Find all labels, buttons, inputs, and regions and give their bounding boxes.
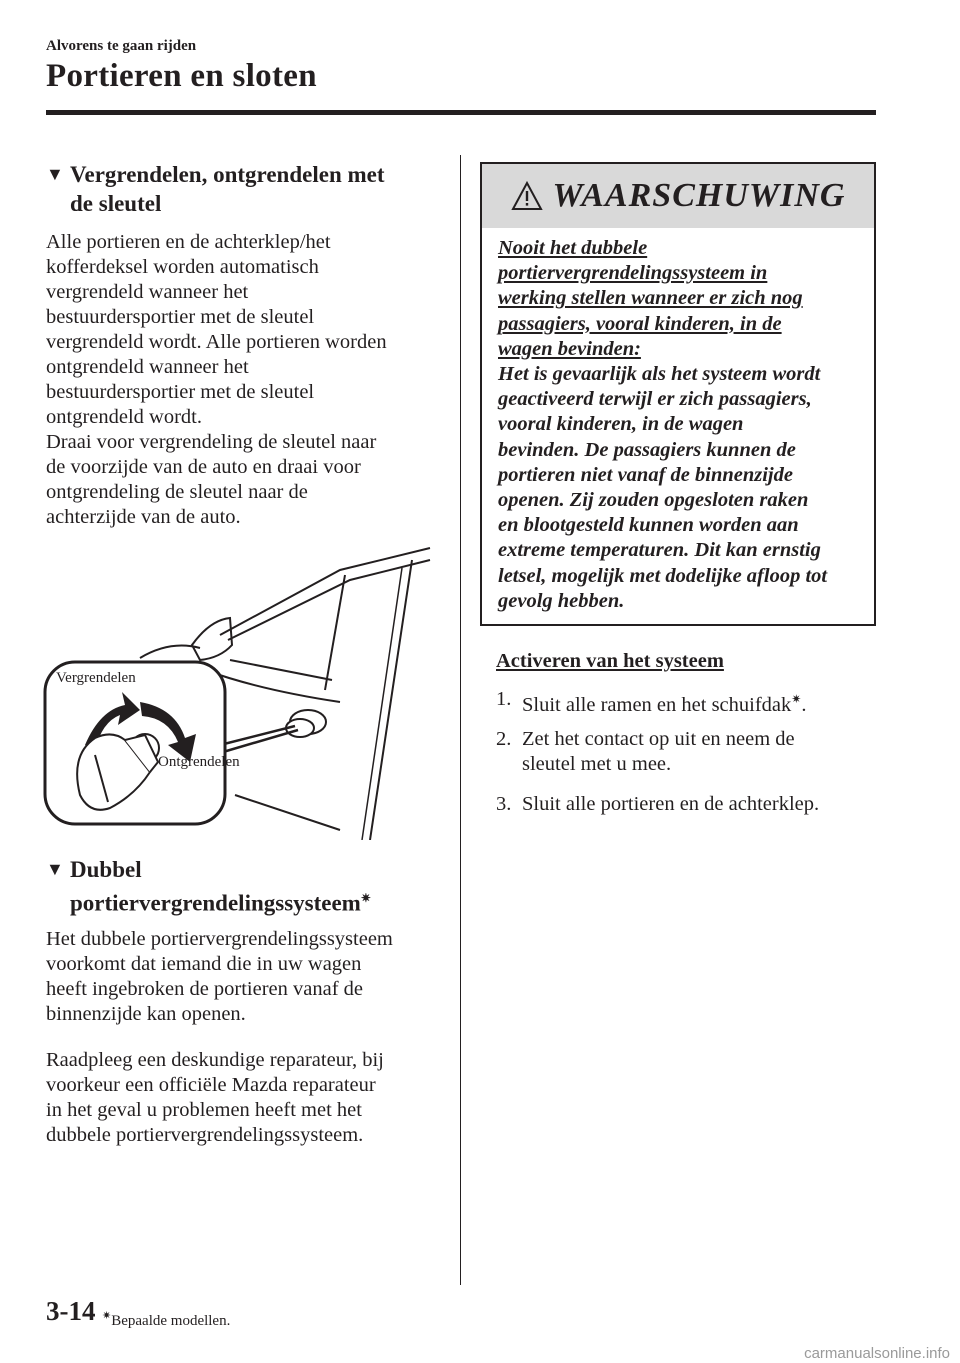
text-line: bestuurdersportier met de sleutel — [46, 381, 315, 403]
warning-line: letsel, mogelijk met dodelijke afloop tot — [498, 564, 828, 587]
warning-line: openen. Zij zouden opgesloten raken — [498, 489, 809, 512]
warning-text — [482, 228, 868, 614]
text-line: in het geval u problemen heeft met het — [46, 1099, 362, 1121]
step-text: Zet het contact op uit en neem de — [522, 728, 795, 750]
step-number: 3. — [496, 793, 512, 815]
text-line: achterzijde van de auto. — [46, 506, 241, 528]
step-text: Sluit alle ramen en het schuifdak — [522, 693, 792, 716]
warning-box — [480, 162, 876, 626]
figure-label-unlock: Ontgrendelen — [158, 754, 240, 770]
section-heading-double-lock — [46, 855, 371, 918]
text-line: vergrendeld wanneer het — [46, 281, 249, 303]
warning-title: WAARSCHUWING — [552, 177, 846, 214]
title-rule — [46, 110, 876, 115]
warning-line: gevolg hebben. — [498, 589, 625, 612]
step-number: 1. — [496, 688, 512, 710]
text-line: binnenzijde kan openen. — [46, 1003, 246, 1025]
warning-line: portiervergrendelingssysteem in — [498, 262, 768, 285]
section2-para1 — [46, 927, 441, 1027]
warning-header — [482, 164, 874, 228]
text-line: dubbele portiervergrendelingssysteem. — [46, 1124, 364, 1146]
footnote-star-icon: ✷ — [102, 1310, 112, 1322]
text-line: vergrendeld wordt. Alle portieren worden — [46, 331, 387, 353]
heading-line: Dubbel — [70, 857, 142, 882]
warning-line: portieren niet vanaf de binnenzijde — [498, 463, 793, 486]
figure-label-lock: Vergrendelen — [56, 670, 136, 686]
warning-line: Nooit het dubbele — [498, 237, 648, 259]
warning-line: extreme temperaturen. Dit kan ernstig — [498, 539, 821, 562]
activation-step — [496, 687, 856, 718]
text-line: heeft ingebroken de portieren vanaf de — [46, 978, 364, 1000]
step-suffix: . — [801, 693, 807, 716]
section-label: Alvorens te gaan rijden — [46, 38, 197, 54]
footnote-star-icon: ✷ — [791, 692, 802, 706]
triangle-bullet-icon: ▼ — [46, 164, 64, 184]
warning-line: wagen bevinden: — [498, 337, 641, 360]
warning-line: Het is gevaarlijk als het systeem wordt — [498, 363, 821, 386]
section2-para2 — [46, 1048, 441, 1148]
step-text: Sluit alle portieren en de achterklep. — [522, 793, 820, 815]
text-line: voorkomt dat iemand die in uw wagen — [46, 953, 362, 975]
warning-line: en blootgesteld kunnen worden aan — [498, 514, 799, 537]
warning-line: bevinden. De passagiers kunnen de — [498, 438, 796, 461]
activation-title: Activeren van het systeem — [496, 650, 724, 672]
footnote-star-icon: ✷ — [360, 891, 371, 905]
heading-line: de sleutel — [70, 191, 162, 216]
triangle-bullet-icon: ▼ — [46, 859, 64, 879]
text-line: de voorzijde van de auto en draai voor — [46, 456, 361, 478]
step-number: 2. — [496, 728, 512, 750]
text-line: ontgrendeld wanneer het — [46, 356, 249, 378]
column-divider — [460, 155, 461, 1285]
footnote-text: Bepaalde modellen. — [111, 1313, 231, 1329]
text-line: Raadpleeg een deskundige reparateur, bij — [46, 1049, 384, 1071]
warning-line: vooral kinderen, in de wagen — [498, 413, 744, 436]
heading-line: portiervergrendelingssysteem — [70, 890, 361, 916]
activation-step — [496, 792, 856, 817]
watermark: carmanualsonline.info — [804, 1345, 950, 1362]
text-line: voorkeur een officiële Mazda reparateur — [46, 1074, 376, 1096]
text-line: bestuurdersportier met de sleutel — [46, 306, 315, 328]
text-line: ontgrendeld wordt. — [46, 406, 202, 428]
warning-line: geactiveerd terwijl er zich passagiers, — [498, 388, 812, 411]
text-line: Het dubbele portiervergrendelingssysteem — [46, 928, 393, 950]
step-text: sleutel met u mee. — [522, 753, 672, 775]
warning-line: werking stellen wanneer er zich nog — [498, 287, 803, 310]
text-line: Alle portieren en de achterklep/het — [46, 231, 331, 253]
page-number: 3-14 — [46, 1296, 96, 1326]
page-title: Portieren en sloten — [46, 58, 317, 94]
warning-triangle-icon — [511, 181, 543, 211]
text-line: ontgrendeling de sleutel naar de — [46, 481, 308, 503]
section1-body — [46, 230, 441, 530]
activation-step — [496, 727, 856, 777]
text-line: Draai voor vergrendeling de sleutel naar — [46, 431, 377, 453]
section-heading-key-locking — [46, 160, 385, 218]
footnote — [102, 1309, 230, 1330]
key-lock-illustration — [40, 540, 440, 840]
text-line: kofferdeksel worden automatisch — [46, 256, 319, 278]
heading-line: Vergrendelen, ontgrendelen met — [70, 162, 385, 187]
warning-line: passagiers, vooral kinderen, in de — [498, 312, 782, 335]
